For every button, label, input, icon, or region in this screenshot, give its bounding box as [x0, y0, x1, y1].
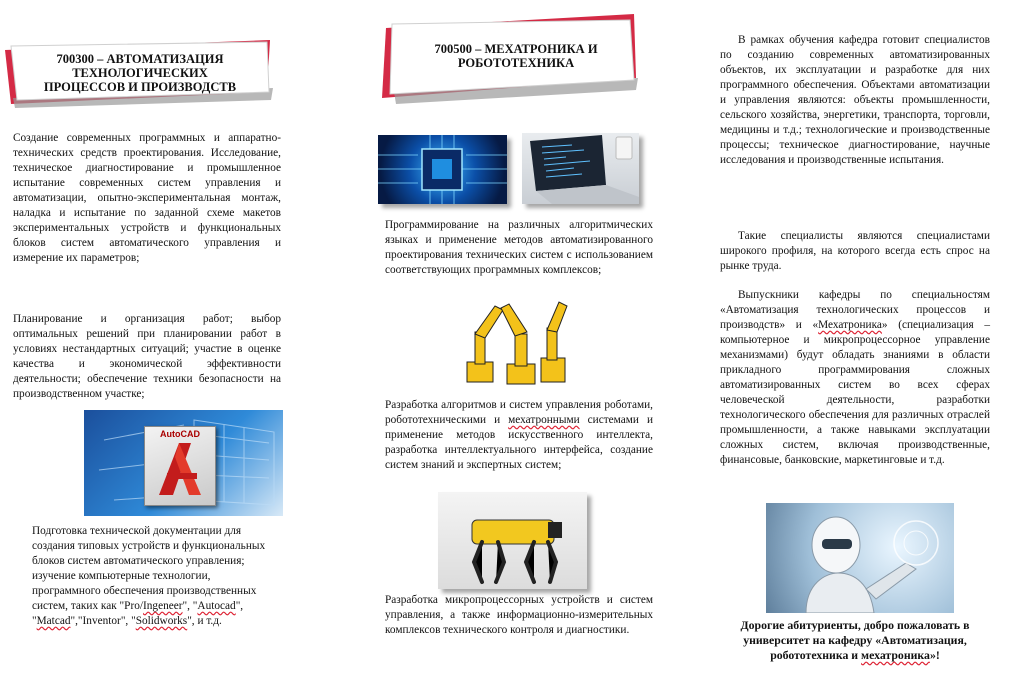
- robot-arms-icon: [455, 292, 579, 386]
- humanoid-robot-icon: [766, 503, 954, 613]
- col2-paragraph-2: Разработка алгоритмов и систем управления роботами, робототехническими и мехатронными системами и применение методов искусственного интеллекта, разработка интеллектуального интерфейса, создание систем знаний и экспертных систем;: [385, 399, 653, 471]
- col3-paragraph-2: Такие специалисты являются специалистами широкого профиля, на которого всегда есть спрос на рынке труда.: [720, 230, 990, 272]
- banner-automation: [5, 40, 275, 110]
- banner-mechatronics: [380, 14, 642, 106]
- col3-paragraph-1: В рамках обучения кафедра готовит специалистов по созданию современных автоматизированных объектов, их эксплуатации и разработке для них программного обеспечения. Объектами автоматизации и управления являются: объекты промышленности, сельского хозяйства, энергетики, транспорта, торговли, медицины и т.д.; технологические и производственные процессы; техническое диагностирование, научные исследования и производственные испытания.: [720, 34, 990, 166]
- col2-paragraph-3: Разработка микропроцессорных устройств и систем управления, а также информационно-измерительных комплексов технического контроля и диагностики.: [385, 594, 653, 636]
- autocad-logo-box: [144, 426, 216, 506]
- ai-robot-image: [766, 503, 954, 613]
- col3-paragraph-3: Выпускники кафедры по специальностям «Автоматизация технологических процессов и производств» и «Мехатроника» (специализация – компьютерное и микропроцессорное управление механизмами) будут обладать знаниями в области прикладного программирования сложных автоматизированных систем во всех сферах человеческой деятельности, разработки технологического обеспечения для различных отраслей промышленности, а также навыками эксплуатации сложных систем, включая производственные, финансовые, банковские, маркетинговые и т.д.: [720, 289, 990, 466]
- robot-dog-icon: [438, 492, 587, 589]
- autocad-a-icon: [145, 427, 215, 505]
- microchip-icon: [378, 135, 507, 204]
- industrial-robots-image: [455, 292, 579, 386]
- autocad-logo-text: AutoCAD: [160, 429, 200, 439]
- banner-title: 700500 – МЕХАТРОНИКА И РОБОТОТЕХНИКА: [434, 42, 598, 70]
- closing-greeting: Дорогие абитуриенты, добро пожаловать в университет на кафедру «Автоматизация, робототехника и мехатроника»!: [740, 618, 970, 662]
- banner-title: 700300 – АВТОМАТИЗАЦИЯ ТЕХНОЛОГИЧЕСКИХ ПРОЦЕССОВ И ПРОИЗВОДСТВ: [43, 52, 237, 94]
- col1-paragraph-1: Создание современных программных и аппаратно-технических средств проектирования. Исследование, техническое диагностирование и промышленное испытание современных систем управления и автоматизации, опытно-экспериментальная монтаж, наладка и испытание по заданной схеме макетов экспериментальных устройств и функциональных блоков систем автоматического управления и измерение их параметров;: [13, 132, 281, 264]
- microchip-image: [378, 135, 507, 204]
- autocad-image: [84, 410, 283, 516]
- col1-paragraph-3: Подготовка технической документации для создания типовых устройств и функциональных блоков систем автоматического управления; изучение компьютерные технологии, программного обеспечения производственных систем, таких как "Pro/Ingeneer", "Autocad", "Matcad","Inventor", "Solidworks", и т.д.: [32, 525, 266, 627]
- robot-dog-image: [438, 492, 587, 589]
- col2-paragraph-1: Программирование на различных алгоритмических языках и применение методов автоматизированного проектирования технических систем с использованием соответствующих программных комплексов;: [385, 219, 653, 276]
- laptop-image: [522, 133, 639, 204]
- col1-paragraph-2: Планирование и организация работ; выбор оптимальных решений при планировании работ в условиях нестандартных ситуаций; участие в оценке качества и экономической эффективности деятельности; обеспечение техники безопасности на производственном участке;: [13, 313, 281, 400]
- laptop-icon: [522, 133, 639, 204]
